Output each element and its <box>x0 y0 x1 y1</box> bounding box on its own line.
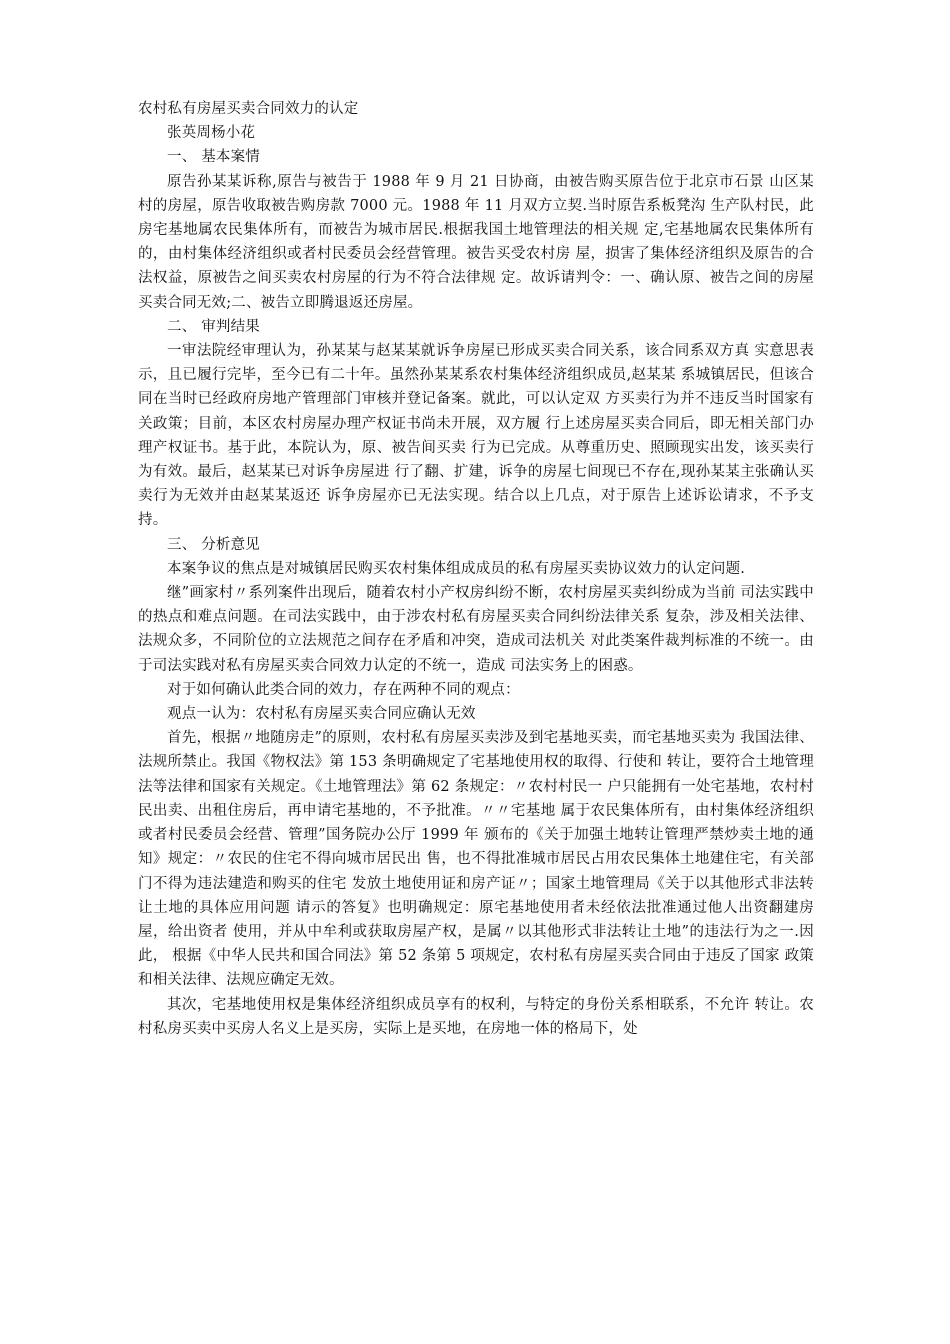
paragraph: 一审法院经审理认为，孙某某与赵某某就诉争房屋已形成买卖合同关系，该合同系双方真 实意思表示，且已履行完毕，至今已有二十年。虽然孙某某系农村集体经济组织成员,赵某某 系城镇居民，但该合同在当时已经政府房地产管理部门审核并登记备案。就此，可以认定双 方买卖行为并不违反当时国家有关政策；目前，本区农村房屋办理产权证书尚未开展，双方履 行上述房屋买卖合同后，即无相关部门办理产权证书。基于此，本院认为，原、被告间买卖 行为已完成。从尊重历史、照顾现实出发，该买卖行为有效。最后，赵某某已对诉争房屋进 行了翻、扩建，诉争的房屋七间现已不存在,现孙某某主张确认买卖行为无效并由赵某某返还 诉争房屋亦已无法实现。结合以上几点，对于原告上述诉讼请求，不予支持。 <box>138 343 814 529</box>
document-authors: 张英周杨小花 <box>167 125 256 142</box>
section-heading-analysis: 三、 分析意见 <box>167 536 261 553</box>
document-title: 农村私有房屋买卖合同效力的认定 <box>138 101 359 117</box>
paragraph: 对于如何确认此类合同的效力，存在两种不同的观点： <box>167 681 520 698</box>
section-heading-judgment-result: 二、 审判结果 <box>167 318 261 335</box>
paragraph: 继”画家村〃系列案件出现后，随着农村小产权房纠纷不断，农村房屋买卖纠纷成为当前 司法实践中的热点和难点问题。在司法实践中，由于涉农村私有房屋买卖合同纠纷法律关系 复杂，涉及相关法律、法规众多，不同阶位的立法规范之间存在矛盾和冲突，造成司法机关 对此类案件裁判标准的不统一。由于司法实践对私有房屋买卖合同效力认定的不统一，造成 司法实务上的困惑。 <box>138 585 814 674</box>
document-body <box>138 97 814 1041</box>
paragraph: 观点一认为：农村私有房屋买卖合同应确认无效 <box>167 706 476 723</box>
paragraph: 其次，宅基地使用权是集体经济组织成员享有的权利，与特定的身份关系相联系，不允许 转让。农村私房买卖中买房人名义上是买房，实际上是买地，在房地一体的格局下，处 <box>138 996 814 1037</box>
paragraph: 原告孙某某诉称,原告与被告于 1988 年 9 月 21 日协商，由被告购买原告位于北京市石景 山区某村的房屋，原告收取被告购房款 7000 元。1988 年 11 月双方立契.当时原告系板凳沟 生产队村民，此房宅基地属农民集体所有，而被告为城市居民.根据我国土地管理法的相关规 定,宅基地属农民集体所有的，由村集体经济组织或者村民委员会经营管理。被告买受农村房 屋，损害了集体经济组织及原告的合法权益，原被告之间买卖农村房屋的行为不符合法律规 定。故诉请判令：一、确认原、被告之间的房屋买卖合同无效;二、被告立即腾退返还房屋。 <box>138 173 814 311</box>
paragraph: 本案争议的焦点是对城镇居民购买农村集体组成成员的私有房屋买卖协议效力的认定问题. <box>167 560 746 577</box>
paragraph: 首先，根据〃地随房走”的原则，农村私有房屋买卖涉及到宅基地买卖，而宅基地买卖为 我国法律、法规所禁止。我国《物权法》第 153 条明确规定了宅基地使用权的取得、行使和 转让，要符合土地管理法等法律和国家有关规定。《土地管理法》第 62 条规定：〃农村村民一 户只能拥有一处宅基地，农村村民出卖、出租住房后，再申请宅基地的，不予批准。〃〃宅基地 属于农民集体所有，由村集体经济组织或者村民委员会经营、管理”国务院办公厅 1999 年 颁布的《关于加强土地转让管理严禁炒卖土地的通知》规定：〃农民的住宅不得向城市居民出 售，也不得批准城市居民占用农民集体土地建住宅，有关部门不得为违法建造和购买的住宅 发放土地使用证和房产证〃；国家土地管理局《关于以其他形式非法转让土地的具体应用问题 请示的答复》也明确规定：原宅基地使用者未经依法批准通过他人出资翻建房屋，给出资者 使用，并从中牟利或获取房屋产权，是属〃以其他形式非法转让土地”的违法行为之一.因此， 根据《中华人民共和国合同法》第 52 条第 5 项规定，农村私有房屋买卖合同由于违反了国家 政策和相关法律、法规应确定无效。 <box>138 730 814 989</box>
section-heading-basic-facts: 一、 基本案情 <box>167 149 261 166</box>
